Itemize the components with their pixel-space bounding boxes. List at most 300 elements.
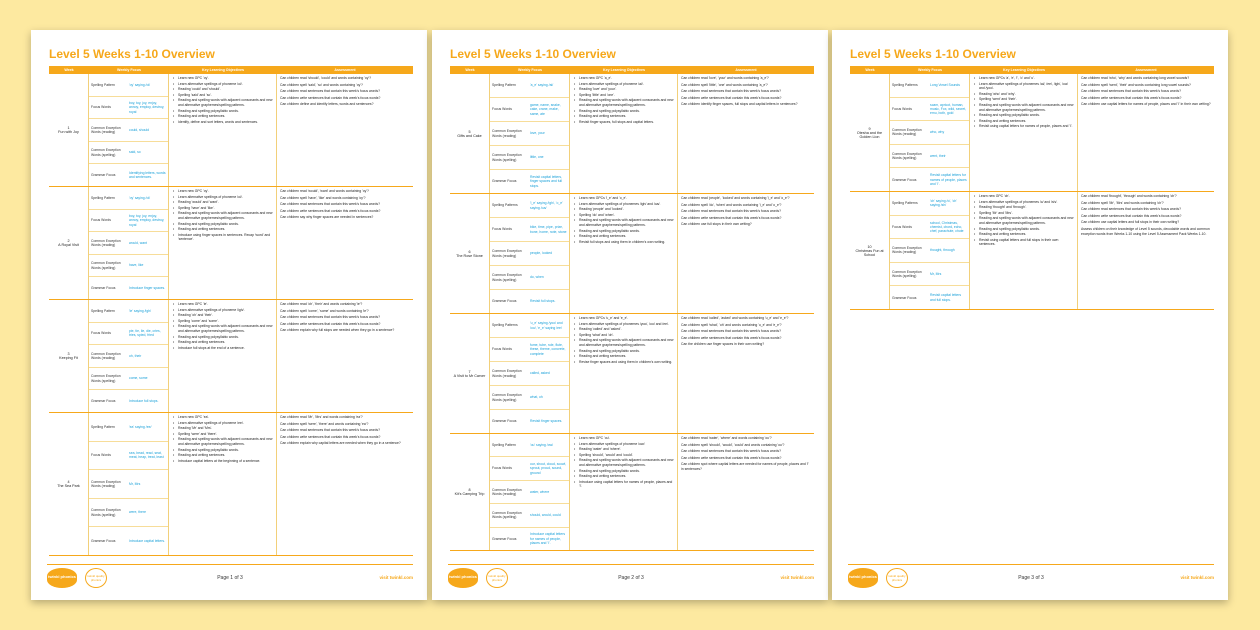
focus-row — [490, 314, 569, 338]
focus-value: do, when — [530, 275, 544, 280]
focus-row — [89, 210, 168, 233]
key-learning-objectives — [570, 194, 678, 313]
key-learning-objectives — [570, 314, 678, 433]
focus-name: Focus Words — [892, 224, 912, 229]
focus-row — [89, 97, 168, 120]
assessment-item: Can children read 'would', 'want' and words containing 'oy'? — [280, 189, 369, 193]
assessment-item: Can children read 'water', 'where' and words containing 'ou'? — [681, 436, 772, 440]
focus-value: 'ie' saying /igh/ — [129, 308, 152, 313]
objective-item: • Spelling 'Mr' and 'Mrs'. — [973, 211, 1074, 216]
focus-name: Grammar Focus — [91, 399, 116, 404]
objective-item: • Reading and spelling words with adjacent consonants and new and alternative graphemes/spelling patterns. — [573, 458, 674, 467]
focus-name: Common Exception Words (spelling) — [492, 393, 522, 402]
week-label: 2 A Royal Visit — [49, 187, 89, 299]
focus-row — [490, 74, 569, 98]
objective-item: • Reading 'oh' and 'their'. — [172, 313, 273, 318]
focus-row — [490, 242, 569, 266]
week-row — [49, 300, 413, 413]
objective-item: • Learn alternative spellings of phonemes /yoo/, /oo/ and /ee/. — [573, 322, 674, 327]
focus-value: our, shout, cloud, scowl, sprout, proud, sound, ground — [530, 462, 567, 475]
key-learning-objectives — [169, 74, 277, 186]
key-learning-objectives — [970, 74, 1078, 191]
week-row — [49, 74, 413, 187]
objective-item: • Reading and spelling words with adjacent consonants and new and alternative graphemes/spelling patterns. — [172, 98, 273, 107]
objective-item: • Reading and spelling polysyllabic words. — [172, 335, 273, 340]
focus-row — [890, 192, 969, 216]
focus-value: Revisit full stops. — [530, 299, 556, 304]
objective-item: • Introduce using capital letters for names of people, places and 'I'. — [573, 480, 674, 489]
assessment-item: Can children spell 'went', 'their' and words containing long vowel sounds? — [1081, 82, 1191, 87]
focus-row — [89, 323, 168, 346]
week-label: 9 Otesha and the Golden Lion — [850, 74, 890, 191]
assessment-item: Can children spell 'come', 'some' and words containing 'ie'? — [280, 308, 369, 313]
focus-name: Spelling Pattern — [91, 195, 115, 200]
assessment-item: Can children read sentences that contain this week's focus words? — [280, 202, 380, 207]
column-header: Week — [465, 68, 475, 72]
objective-item: • Spelling 'little' and 'one'. — [573, 93, 674, 98]
focus-name: Grammar Focus — [892, 295, 917, 300]
focus-value: sea, bead, read, seat, meat, heap, treat, least — [129, 451, 164, 460]
focus-row — [490, 504, 569, 527]
objective-item: • Learn alternative spellings of phoneme /ee/. — [172, 421, 273, 426]
objective-item: • Revisit using capital letters and full stops in their own sentences. — [973, 238, 1074, 247]
focus-name: Common Exception Words (reading) — [91, 125, 121, 134]
weekly-focus — [490, 74, 570, 193]
objective-item: • Reading 'who' and 'why'. — [973, 92, 1074, 97]
page-title: Level 5 Weeks 1-10 Overview — [450, 47, 616, 61]
week-label: 7 A Visit to Mr Carver — [450, 314, 490, 433]
focus-row — [89, 232, 168, 255]
focus-value: boy, toy, joy, enjoy, annoy, employ, destroy, royal — [129, 101, 165, 114]
objective-item: • Reading and writing sentences. — [973, 232, 1074, 237]
focus-row — [490, 194, 569, 218]
objective-item: • Revisit full stops and using them in children's own writing. — [573, 240, 674, 245]
key-learning-objectives — [570, 434, 678, 550]
focus-name: Common Exception Words (reading) — [492, 129, 522, 138]
objective-item: • Reading 'would' and 'want'. — [172, 200, 273, 205]
focus-name: Focus Words — [91, 453, 111, 458]
assessment-item: Can children spell 'Mr', 'Mrs' and words containing 'ch'? — [1081, 200, 1164, 205]
focus-row — [89, 119, 168, 142]
assessment — [678, 314, 814, 433]
objective-item: • Learn new GPCs 'u_e' and 'e_e'. — [573, 316, 674, 321]
assessment-item: Can children write sentences that contain this week's focus words? — [1081, 213, 1182, 218]
focus-name: Common Exception Words (spelling) — [91, 508, 121, 517]
page-title: Level 5 Weeks 1-10 Overview — [850, 47, 1016, 61]
focus-value: Revisit capital letters for names of people, places and 'I'. — [930, 173, 967, 186]
focus-name: Common Exception Words (reading) — [91, 479, 121, 488]
site-link[interactable]: visit twinkl.com — [1180, 575, 1214, 580]
focus-row — [890, 98, 969, 122]
focus-name: Spelling Patterns — [892, 201, 918, 206]
focus-name: Common Exception Words (spelling) — [91, 148, 121, 157]
weekly-focus — [490, 194, 570, 313]
focus-name: Grammar Focus — [492, 299, 517, 304]
objective-item: • Learn alternative spellings of phonemes /c/ and /sh/. — [973, 200, 1074, 205]
focus-row — [89, 74, 168, 97]
assessment-item: Can children spot where capital letters are needed for names of people, places and 'I' in sentences? — [681, 462, 809, 471]
focus-row — [490, 410, 569, 433]
objective-item: • Reading and spelling words with adjacent consonants and new and alternative graphemes/spelling patterns. — [973, 103, 1074, 112]
focus-name: Common Exception Words (reading) — [91, 351, 121, 360]
table-header — [450, 66, 814, 74]
focus-name: Grammar Focus — [91, 286, 116, 291]
key-learning-objectives — [169, 413, 277, 555]
column-header: Key Learning Objectives — [1003, 68, 1045, 72]
objective-item: • Reading and writing sentences. — [573, 474, 674, 479]
objective-item: • Identify, define and sort letters, words and sentences. — [172, 120, 273, 125]
quality-badge-icon: twinkl quality phonics — [486, 568, 508, 588]
assessment-item: Can children write sentences that contain this week's focus words? — [280, 95, 381, 100]
objective-item: • Reading and spelling polysyllabic words. — [573, 229, 674, 234]
focus-value: thought, through — [930, 248, 955, 253]
focus-value: 'oy' saying /oi/ — [129, 82, 151, 87]
focus-name: Focus Words — [91, 331, 111, 336]
objective-item: • Learn alternative spellings of phoneme /oi/. — [172, 195, 273, 200]
twinkl-phonics-logo: twinkl phonics — [848, 568, 878, 588]
objective-item: • Spelling 'come' and 'some'. — [172, 319, 273, 324]
assessment-item: Can the children use finger spaces in their own writing? — [681, 342, 765, 347]
assessment-item: Can children write sentences that contain this week's focus words? — [681, 95, 782, 100]
focus-value: could, should — [129, 127, 149, 132]
column-header: Week — [64, 68, 74, 72]
focus-value: Long Vowel Sounds — [930, 83, 960, 88]
focus-value: game, name, snake, cake, crane, make, same, ate — [530, 103, 561, 116]
site-link[interactable]: visit twinkl.com — [379, 575, 413, 580]
focus-row — [89, 368, 168, 391]
focus-row — [890, 263, 969, 287]
focus-row — [490, 146, 569, 170]
focus-value: 'ch' saying /c/, 'ch' saying /sh/ — [930, 199, 957, 208]
assessment-item: Can children use capital letters and full stops in their own writing? — [1081, 220, 1180, 225]
page-3 — [832, 30, 1228, 600]
week-label: 3 Keeping Fit — [49, 300, 89, 412]
objective-item: • Learn new GPC 'ie'. — [172, 302, 273, 307]
assessment-item: Can children read 'Mr', 'Mrs' and words containing 'ea'? — [280, 415, 363, 419]
weekly-focus — [490, 434, 570, 550]
objective-item: • Reading 'thought' and 'through'. — [973, 205, 1074, 210]
weekly-focus — [89, 300, 169, 412]
focus-row — [490, 338, 569, 362]
assessment-item: Can children explain why full stops are needed when they go in a sentence? — [280, 328, 395, 333]
objective-item: • Spelling 'have' and 'like'. — [172, 206, 273, 211]
focus-row — [89, 277, 168, 299]
assessment-item: Can children read 'who', 'why' and words containing long vowel sounds? — [1081, 76, 1190, 80]
week-label: 5 Gifts and Cake — [450, 74, 490, 193]
assessment-item: Can children read 'oh', 'their' and words containing 'ie'? — [280, 302, 363, 306]
weekly-focus — [890, 74, 970, 191]
week-row — [850, 74, 1214, 192]
focus-value: come, some — [129, 376, 148, 381]
objective-item: • Learn alternative spellings of phonemes /igh/ and /oa/. — [573, 202, 674, 207]
assessment — [678, 194, 814, 313]
focus-value: love, your — [530, 131, 545, 136]
objective-item: • Reading 'called' and 'asked'. — [573, 327, 674, 332]
page-2 — [432, 30, 828, 600]
focus-value: boy, toy, joy, enjoy, annoy, employ, destroy, royal — [129, 214, 165, 227]
objective-item: • Reading and spelling words with adjacent consonants and new and alternative graphemes/spelling patterns. — [973, 216, 1074, 225]
focus-value: called, asked — [530, 371, 550, 376]
objective-item: • Reading and spelling polysyllabic words. — [172, 109, 273, 114]
focus-value: who, why — [930, 130, 945, 135]
table-header — [850, 66, 1214, 74]
focus-row — [490, 218, 569, 242]
focus-row — [89, 499, 168, 528]
focus-name: Focus Words — [91, 105, 111, 110]
objective-item: • Revise finger spaces and using them in children's own writing. — [573, 360, 674, 365]
focus-name: Grammar Focus — [892, 177, 917, 182]
objective-item: • Reading and writing sentences. — [172, 227, 273, 232]
objective-item: • Reading and spelling polysyllabic words. — [573, 349, 674, 354]
twinkl-phonics-logo: twinkl phonics — [448, 568, 478, 588]
objective-item: • Learn new GPC 'ch'. — [973, 194, 1074, 199]
objective-item: • Revisit using capital letters for names of people, places and 'I'. — [973, 124, 1074, 129]
site-link[interactable]: visit twinkl.com — [780, 575, 814, 580]
objective-item: • Spelling 'said' and 'so'. — [172, 93, 273, 98]
weekly-focus — [89, 74, 169, 186]
page-title: Level 5 Weeks 1-10 Overview — [49, 47, 215, 61]
column-header: Assessment — [334, 68, 356, 72]
focus-name: Spelling Pattern — [91, 82, 115, 87]
focus-name: Common Exception Words (reading) — [492, 369, 522, 378]
focus-value: Mr, Mrs — [129, 481, 141, 486]
assessment-item: Can children define and identify letters, words and sentences? — [280, 102, 374, 107]
focus-row — [89, 255, 168, 278]
objective-item: • Spelling 'do' and 'when'. — [573, 213, 674, 218]
objective-item: • Reading and spelling words with adjacent consonants and new and alternative graphemes/spelling patterns. — [573, 218, 674, 227]
objective-item: • Learn alternative spellings of phonemes /ai/, /ee/, /igh/, /oa/ and /yoo/. — [973, 82, 1074, 91]
focus-name: Common Exception Words (spelling) — [492, 153, 522, 162]
focus-name: Grammar Focus — [492, 536, 517, 541]
page-number: Page 1 of 3 — [217, 574, 243, 581]
column-header: Key Learning Objectives — [603, 68, 645, 72]
key-learning-objectives — [570, 74, 678, 193]
focus-row — [490, 266, 569, 290]
focus-value: people, looked — [530, 251, 553, 256]
assessment-item: Can children read 'thought', 'through' and words containing 'ch'? — [1081, 194, 1177, 198]
assessment-item: Can children read 'should', 'could' and words containing 'oy'? — [280, 76, 371, 80]
assessment — [277, 74, 413, 186]
focus-row — [89, 164, 168, 186]
focus-value: 'a_e' saying /ai/ — [530, 83, 554, 88]
week-row — [850, 192, 1214, 310]
focus-value: 'ea' saying /ee/ — [129, 424, 152, 429]
assessment — [277, 300, 413, 412]
assessment-item: Can children explain why capital letters are needed when they go in a sentence? — [280, 441, 401, 446]
focus-row — [89, 470, 168, 499]
page-footer — [448, 564, 814, 590]
focus-row — [89, 345, 168, 368]
focus-name: Grammar Focus — [91, 173, 116, 178]
assessment-item: Can children write sentences that contain this week's focus words? — [280, 208, 381, 213]
focus-name: Common Exception Words (reading) — [892, 128, 922, 137]
objective-item: • Reading and spelling words with adjacent consonants and new and alternative graphemes/spelling patterns. — [573, 338, 674, 347]
focus-row — [490, 170, 569, 193]
objective-item: • Reading and spelling polysyllabic words. — [973, 113, 1074, 118]
objective-item: • Spelling 'what' and 'oh'. — [573, 333, 674, 338]
assessment-item: Can children spell 'little', 'one' and words containing 'a_e'? — [681, 82, 768, 87]
objective-item: • Reading and writing sentences. — [573, 234, 674, 239]
objective-item: • Reading and writing sentences. — [172, 453, 273, 458]
assessment-item: Can children spell 'have', 'like' and words containing 'oy'? — [280, 195, 366, 200]
focus-row — [490, 122, 569, 146]
focus-row — [490, 434, 569, 457]
assessment-item: Can children write sentences that contain this week's focus words? — [681, 455, 782, 460]
column-header: Weekly Focus — [117, 68, 141, 72]
focus-value: Revisit finger spaces. — [530, 419, 563, 424]
objective-item: • Learn new GPC 'oy'. — [172, 76, 273, 81]
objective-item: • Reading 'Mr' and 'Mrs'. — [172, 426, 273, 431]
focus-name: Common Exception Words (reading) — [892, 246, 922, 255]
focus-row — [490, 386, 569, 410]
objective-item: • Reading 'water' and 'where'. — [573, 447, 674, 452]
focus-name: Focus Words — [492, 466, 512, 471]
objective-item: • Reading and spelling polysyllabic words. — [573, 109, 674, 114]
objective-item: • Learn new GPC 'oy'. — [172, 189, 273, 194]
page-number: Page 2 of 3 — [618, 574, 644, 581]
focus-value: went, their — [930, 153, 946, 158]
objective-item: • Spelling 'should', 'would' and 'could'. — [573, 453, 674, 458]
focus-row — [890, 239, 969, 263]
focus-name: Common Exception Words (reading) — [91, 238, 121, 247]
focus-name: Focus Words — [492, 227, 512, 232]
objective-item: • Reading and writing sentences. — [573, 354, 674, 359]
focus-row — [490, 457, 569, 480]
column-header: Week — [865, 68, 875, 72]
week-row — [450, 434, 814, 551]
focus-value: Revisit capital letters, finger spaces and full stops. — [530, 175, 563, 188]
objective-item: • Learn new GPCs 'i_e' and 'o_e'. — [573, 196, 674, 201]
assessment-item: Can children use capital letters for names of people, places and 'I' in their own writing? — [1081, 102, 1211, 107]
objective-item: • Learn new GPCs 'a', 'e', 'i', 'o' and 'u'. — [973, 76, 1074, 81]
focus-value: 'u_e' saying /yoo/ and /oo/, 'e_e' saying /ee/ — [530, 321, 563, 330]
page-1 — [31, 30, 427, 600]
key-learning-objectives — [169, 300, 277, 412]
objective-item: • Reading and spelling words with adjacent consonants and new and alternative graphemes/spelling patterns. — [172, 437, 273, 446]
focus-value: water, where — [530, 489, 550, 494]
focus-name: Common Exception Words (spelling) — [91, 374, 121, 383]
column-header: Assessment — [1135, 68, 1157, 72]
focus-name: Common Exception Words (spelling) — [91, 261, 121, 270]
objective-item: • Reading and spelling polysyllabic words. — [172, 222, 273, 227]
assessment-item: Can children read sentences that contain this week's focus words? — [1081, 89, 1181, 94]
objective-item: • Reading and writing sentences. — [573, 114, 674, 119]
objective-item: • Learn alternative spellings of phoneme /ow/. — [573, 442, 674, 447]
column-header: Assessment — [735, 68, 757, 72]
weekly-focus — [89, 187, 169, 299]
focus-name: Focus Words — [492, 107, 512, 112]
focus-value: should, would, could — [530, 513, 561, 518]
focus-value: Introduce finger spaces. — [129, 286, 166, 291]
week-label: 8 Kit's Camping Trip — [450, 434, 490, 550]
focus-row — [89, 142, 168, 165]
objective-item: • Learn new GPC 'a_e'. — [573, 76, 674, 81]
objective-item: • Reading and spelling polysyllabic words. — [573, 469, 674, 474]
objective-item: • Reading and spelling polysyllabic words. — [973, 227, 1074, 232]
focus-value: 'i_e' saying /igh/, 'o_e' saying /oa/ — [530, 201, 563, 210]
focus-name: Spelling Patterns — [492, 203, 518, 208]
assessment-item: Can children read sentences that contain this week's focus words? — [280, 89, 380, 94]
focus-row — [890, 121, 969, 145]
assessment — [1078, 192, 1214, 309]
twinkl-phonics-logo: twinkl phonics — [47, 568, 77, 588]
focus-value: Revisit capital letters and full stops. — [930, 293, 962, 302]
focus-row — [490, 362, 569, 386]
assessment — [277, 187, 413, 299]
focus-value: pie, tie, lie, die, cries, tries, spied, fried — [129, 329, 161, 338]
focus-name: Common Exception Words (reading) — [492, 249, 522, 258]
week-label: 10 Christmas Fun at School — [850, 192, 890, 309]
assessment-item: Can children read sentences that contain this week's focus words? — [681, 449, 781, 454]
weekly-focus — [890, 192, 970, 309]
objective-item: • Reading and writing sentences. — [172, 114, 273, 119]
focus-name: Common Exception Words (spelling) — [892, 269, 922, 279]
week-label: 1 Fun with Joy — [49, 74, 89, 186]
focus-value: Introduce capital letters for names of people, places and 'I'. — [530, 532, 566, 545]
focus-value: said, so — [129, 150, 141, 155]
assessment-item: Can children say why finger spaces are needed in sentences? — [280, 215, 374, 220]
objective-item: • Reading and writing sentences. — [172, 340, 273, 345]
assessment-item: Can children write sentences that contain this week's focus words? — [681, 335, 782, 340]
focus-row — [490, 528, 569, 550]
focus-name: Spelling Pattern — [492, 83, 516, 88]
column-header: Weekly Focus — [918, 68, 942, 72]
objective-item: • Reading and spelling polysyllabic words. — [172, 448, 273, 453]
focus-row — [890, 145, 969, 169]
page-footer — [47, 564, 413, 590]
assessment — [277, 413, 413, 555]
focus-value: little, one — [530, 155, 544, 160]
focus-value: have, like — [129, 263, 144, 268]
objective-item: • Revisit finger spaces, full stops and capital letters. — [573, 120, 674, 125]
objective-item: • Learn new GPC 'ou'. — [573, 436, 674, 441]
objective-item: • Learn new GPC 'ea'. — [172, 415, 273, 420]
quality-badge-icon: twinkl quality phonics — [85, 568, 107, 588]
focus-value: fume, tube, rule, flute, these, theme, concrete, complete — [530, 343, 566, 356]
focus-value: 'oy' saying /oi/ — [129, 195, 151, 200]
focus-name: Spelling Pattern — [91, 424, 115, 429]
assessment-item: Can children spell 'do', 'when' and words containing 'i_e' and 'o_e'? — [681, 202, 782, 207]
focus-value: were, there — [129, 510, 146, 515]
objective-item: • Reading and spelling words with adjacent consonants and new and alternative graphemes/spelling patterns. — [573, 98, 674, 107]
focus-name: Spelling Pattern — [492, 443, 516, 448]
focus-value: 'ou' saying /ow/ — [530, 443, 553, 448]
focus-row — [490, 290, 569, 313]
assessment — [678, 434, 814, 550]
column-header: Weekly Focus — [518, 68, 542, 72]
focus-row — [89, 442, 168, 471]
focus-row — [490, 98, 569, 122]
objective-item: • Reading 'could' and 'should'. — [172, 87, 273, 92]
objective-item: • Learn alternative spellings of phoneme /oi/. — [172, 82, 273, 87]
key-learning-objectives — [169, 187, 277, 299]
assessment — [1078, 74, 1214, 191]
focus-name: Common Exception Words (spelling) — [892, 151, 922, 161]
objective-item: • Introduce using finger spaces in sentences. Recap 'word' and 'sentence'. — [172, 233, 273, 242]
objective-item: • Reading and spelling words with adjacent consonants and new and alternative graphemes/spelling patterns. — [172, 324, 273, 333]
table-header — [49, 66, 413, 74]
focus-row — [89, 300, 168, 323]
week-row — [49, 187, 413, 300]
objective-item: • Reading and writing sentences. — [973, 119, 1074, 124]
assessment-item: Can children read sentences that contain this week's focus words? — [681, 209, 781, 214]
focus-value: would, want — [129, 240, 147, 245]
assessment-item: Can children write sentences that contain this week's focus words? — [1081, 95, 1182, 100]
week-row — [49, 413, 413, 556]
focus-row — [890, 74, 969, 98]
focus-row — [890, 216, 969, 240]
focus-name: Focus Words — [892, 106, 912, 111]
